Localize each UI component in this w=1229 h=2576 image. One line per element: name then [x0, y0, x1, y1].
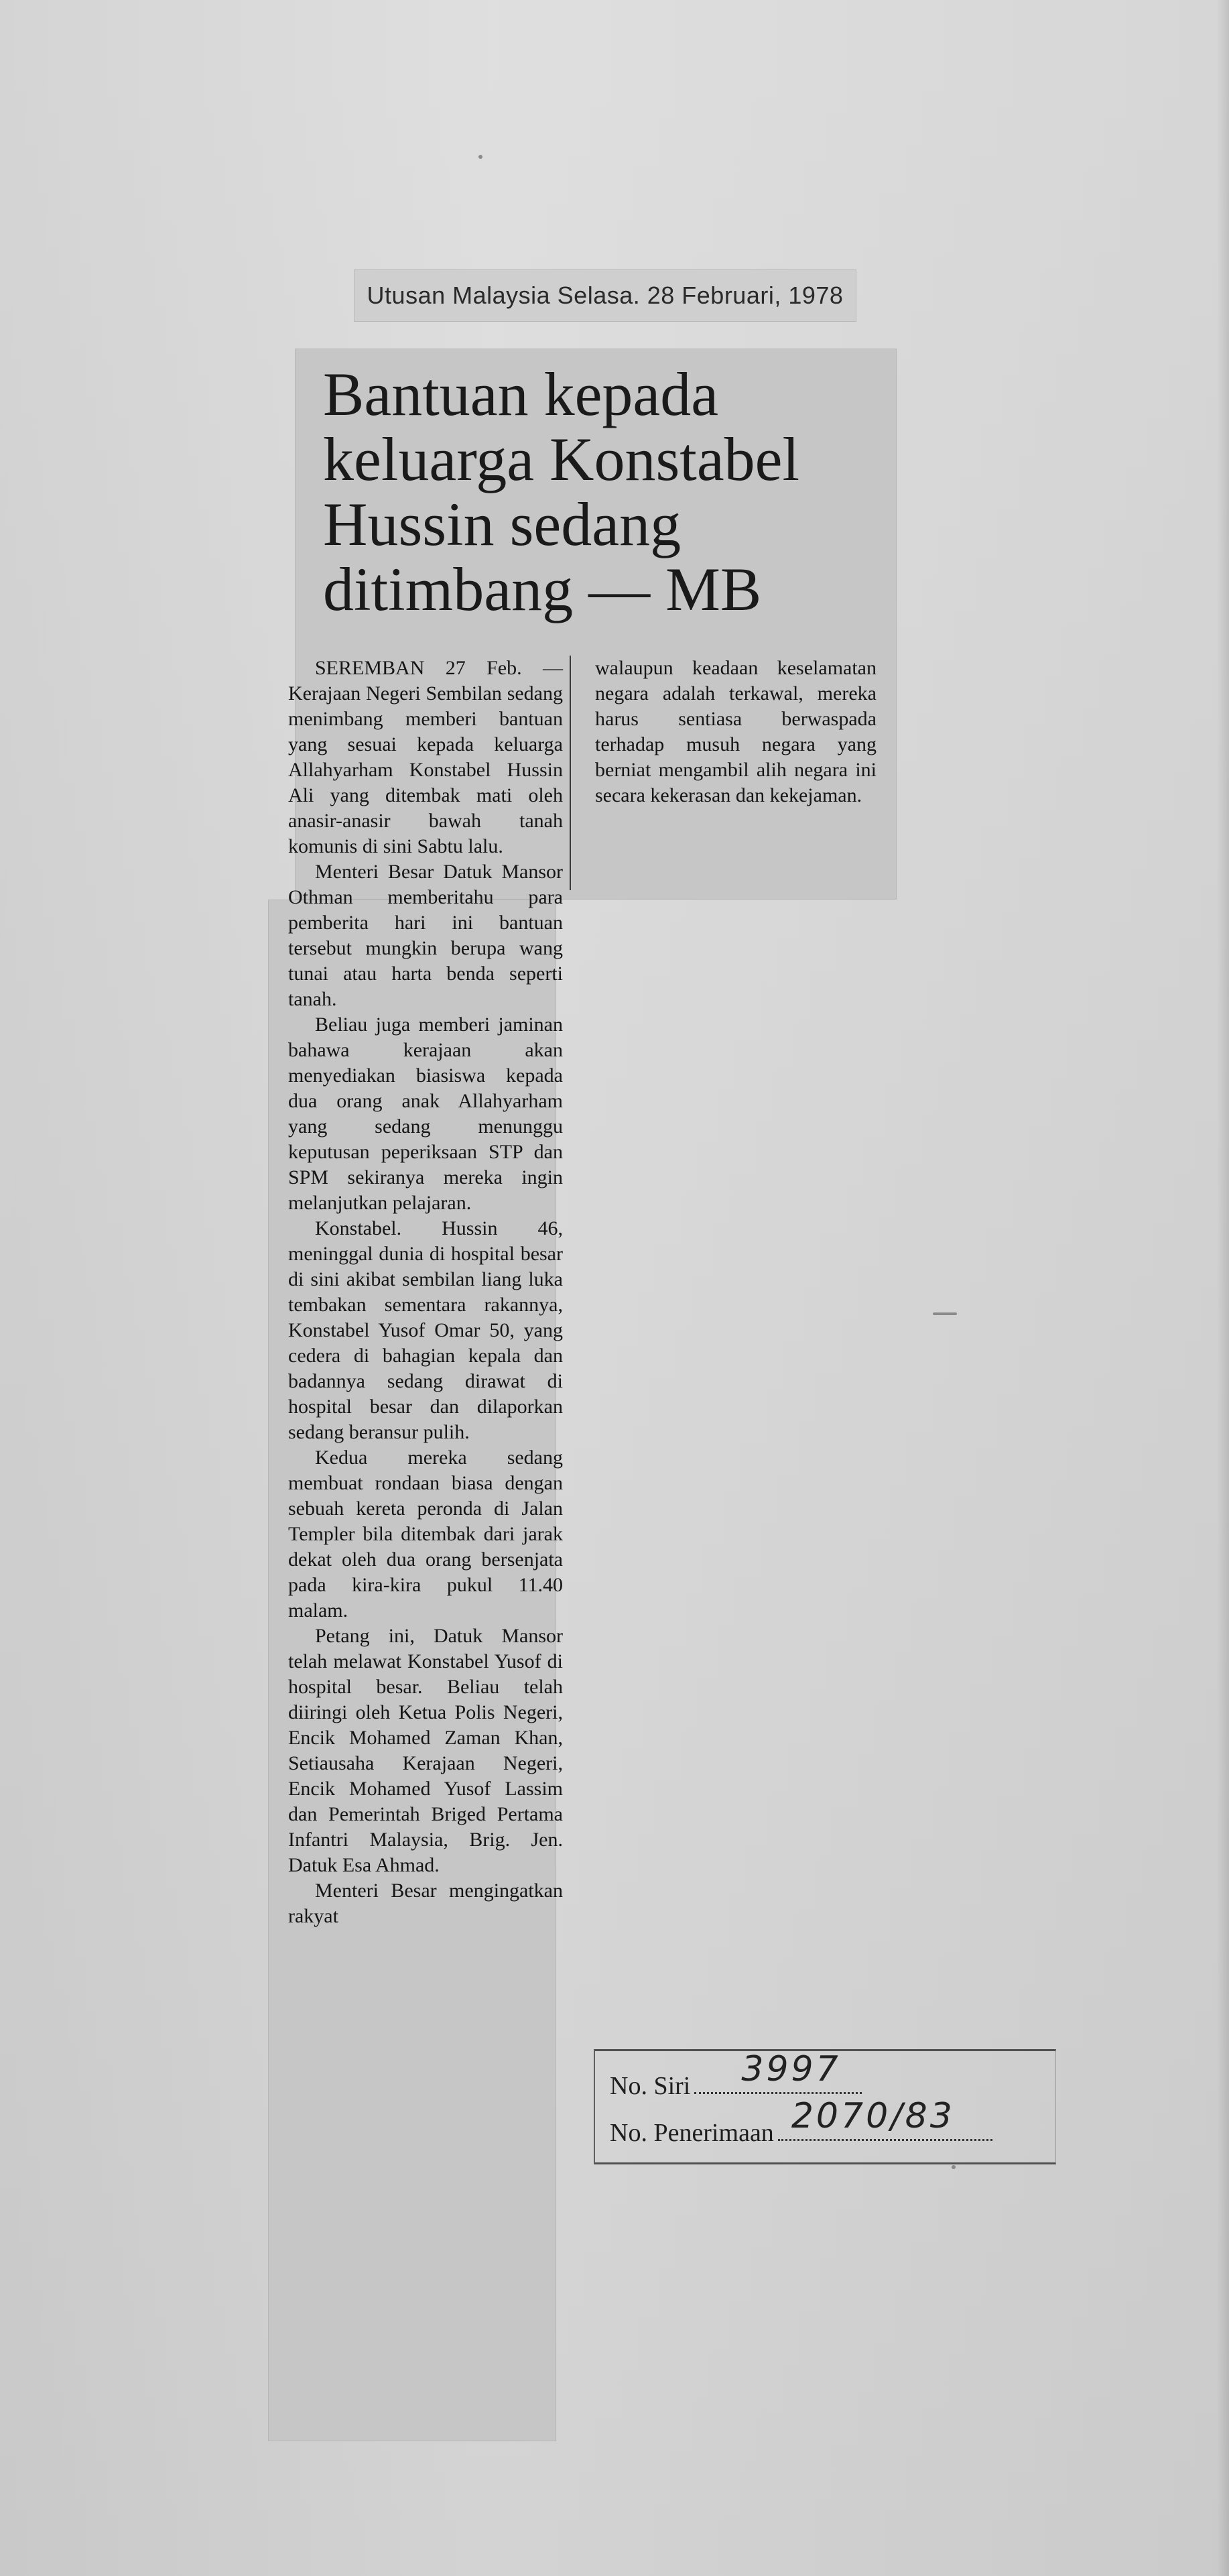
paper-edge-shadow: [1217, 0, 1229, 2576]
headline-line-1: Bantuan kepada: [323, 360, 719, 428]
article-paragraph: SEREMBAN 27 Feb. — Kerajaan Negeri Sembilan sedang menimbang memberi bantuan yang sesuai kepada keluarga Allahyarham Konstabel Hussin Ali yang ditembak mati oleh anasir-anasir bawah tanah komunis di sini Sabtu lalu.: [288, 657, 563, 857]
article-paragraph: walaupun keadaan keselamatan negara adalah terkawal, mereka harus sentiasa berwaspada terhadap musuh negara yang berniat mengambil alih negara ini secara kekerasan dan kekejaman.: [595, 657, 877, 806]
article-paragraph: Menteri Besar mengingatkan rakyat: [288, 1880, 563, 1927]
paper-speck: [478, 155, 482, 159]
stamp-penerimaan-value: 2070/83: [791, 2096, 955, 2136]
archive-stamp: [594, 2049, 1056, 2164]
stamp-siri-label: No. Siri: [610, 2072, 691, 2100]
headline-line-3: Hussin sedang: [323, 490, 682, 558]
newspaper-masthead: Utusan Malaysia Selasa. 28 Februari, 1978: [354, 269, 856, 322]
article-paragraph: Konstabel. Hussin 46, meninggal dunia di hospital besar di sini akibat sembilan liang luka tembakan sementara rakannya, Konstabel Yusof Omar 50, yang cedera di bahagian kepala dan badannya sedang dirawat di hospital besar dan dilaporkan sedang beransur pulih.: [288, 1217, 563, 1443]
stamp-siri-value: 3997: [741, 2049, 841, 2089]
stamp-penerimaan-label: No. Penerimaan: [610, 2119, 774, 2147]
stamp-siri-field: [694, 2049, 862, 2094]
stamp-penerimaan-field: [778, 2096, 992, 2141]
article-paragraph: Kedua mereka sedang membuat rondaan biasa dengan sebuah kereta peronda di Jalan Templer bila ditembak dari jarak dekat oleh dua orang bersenjata pada kira-kira pukul 11.40 malam.: [288, 1447, 563, 1621]
headline-line-2: keluarga Konstabel: [323, 425, 800, 493]
article-paragraph: Petang ini, Datuk Mansor telah melawat Konstabel Yusof di hospital besar. Beliau telah diiringi oleh Ketua Polis Negeri, Encik Mohamed Zaman Khan, Setiausaha Kerajaan Negeri, Encik Mohamed Yusof Lassim dan Pemerintah Briged Pertama Infantri Malaysia, Brig. Jen. Datuk Esa Ahmad.: [288, 1625, 563, 1876]
article-paragraph: Beliau juga memberi jaminan bahawa kerajaan akan menyediakan biasiswa kepada dua orang anak Allahyarham yang sedang menunggu keputusan peperiksaan STP dan SPM sekiranya mereka ingin melanjutkan pelajaran.: [288, 1014, 563, 1214]
article-headline: [323, 362, 879, 622]
article-column-1: [288, 656, 563, 2439]
paper-speck: [933, 1312, 957, 1315]
paper-speck: [952, 2165, 956, 2169]
column-divider: [570, 656, 571, 890]
article-column-2: [595, 656, 877, 808]
headline-line-4: ditimbang — MB: [323, 555, 762, 623]
stamp-penerimaan-row: [610, 2096, 996, 2148]
article-paragraph: Menteri Besar Datuk Mansor Othman memberitahu para pemberita hari ini bantuan tersebut mungkin berupa wang tunai atau harta benda seperti tanah.: [288, 861, 563, 1010]
